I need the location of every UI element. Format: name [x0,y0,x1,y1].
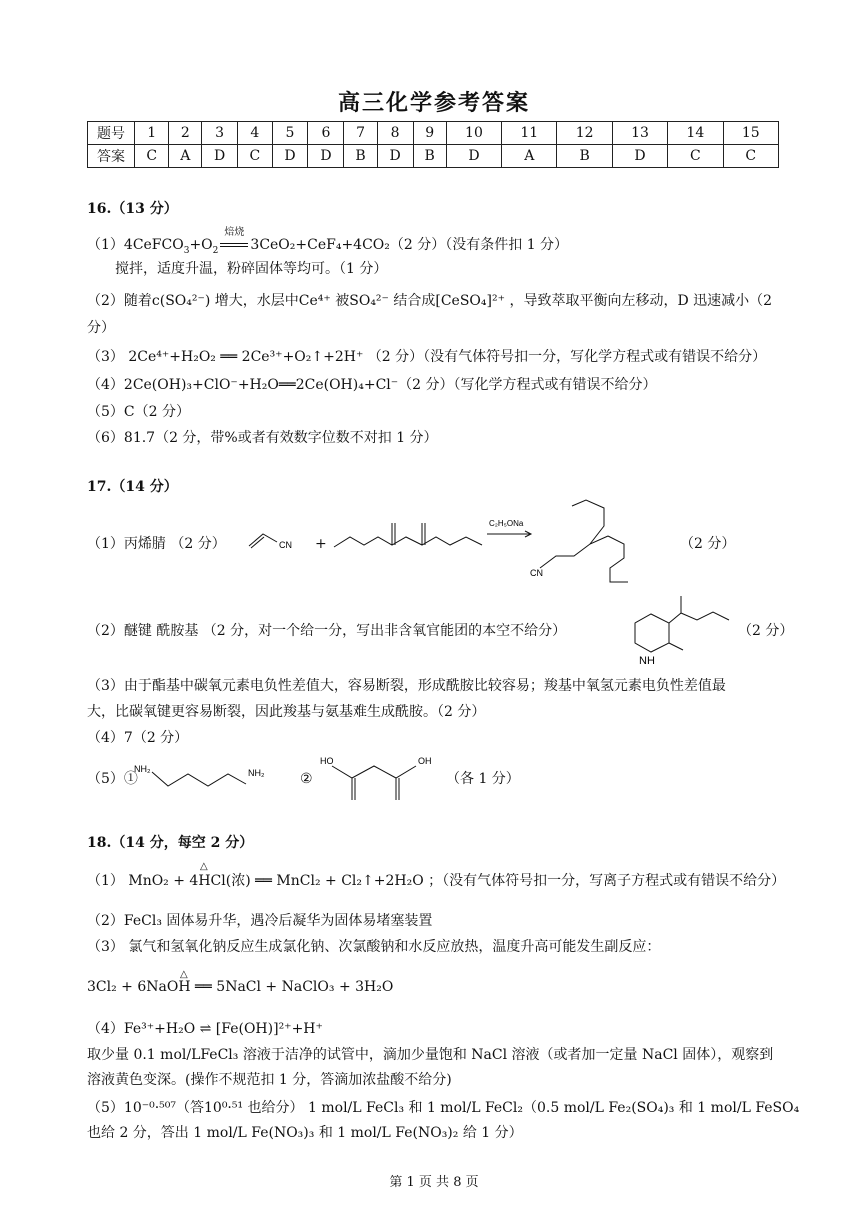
answer-cell: A [502,145,557,168]
nh2-label: NH₂ [248,768,265,778]
page-footer: 第 1 页 共 8 页 [389,1175,479,1190]
question-number: 3 [202,122,238,145]
q17-part1-text: （1）丙烯腈 （2 分） [87,536,226,552]
q18-part4-method-cont: 溶液黄色变深。(操作不规范扣 1 分，答滴加浓盐酸不给分) [87,1072,452,1088]
answer-cell: C [668,145,723,168]
question-number: 2 [169,122,202,145]
q17-part5-label: （5）① [87,771,138,787]
question-number: 15 [723,122,778,145]
question-number-row [88,122,779,145]
q16-part2: （2）随着c(SO₄²⁻) 增大，水层中Ce⁴⁺ 被SO₄²⁻ 结合成[CeSO₄]²⁺ ，导致萃取平衡向左移动，D 迅速减小（2 [87,293,773,309]
q16-part1-equation: $(1)4CeFCO_3+O_2$ 焙烧 3CeO₂+CeF₄+4CO₂（2 分）（没有条件扣 1 分） [87,227,569,256]
q18-part3: （3） 氯气和氢氧化钠反应生成氯化钠、次氯酸钠和水反应放热，温度升高可能发生副反应： [87,939,661,955]
nh-label: NH [639,655,655,667]
answer-cell: D [202,145,238,168]
oh-label: OH [418,756,432,766]
q18-part5: （5）10⁻⁰·⁵⁰⁷（答10⁰·⁵¹ 也给分） 1 mol/L FeCl₃ 和 1 mol/L FeCl₂（0.5 mol/L Fe₂(SO₄)₃ 和 1 mol/L FeSO₄ [87,1100,800,1116]
q17-part4: （4）7（2 分） [87,730,189,746]
diamine-structure [132,760,282,794]
question-number: 12 [557,122,612,145]
answer-cell: D [612,145,667,168]
answer-cell: D [446,145,501,168]
acrylonitrile-structure [245,528,305,558]
q17-part5-label-2: ② [300,771,313,787]
q16-part6: （6）81.7（2 分，带%或者有效数字位数不对扣 1 分） [87,430,438,446]
q16-part4: （4）2Ce(OH)₃+ClO⁻+H₂O══2Ce(OH)₄+Cl⁻（2 分）（写化学方程式或有错误不给分） [87,377,657,393]
question-number: 6 [308,122,344,145]
lactam-structure [625,588,745,668]
question-number: 11 [502,122,557,145]
q16-part2-cont: 分） [87,320,115,336]
q16-header: 16.（13 分） [87,201,178,217]
question-number: 14 [668,122,723,145]
answer-cell: D [308,145,344,168]
q17-part1-score: （2 分） [680,536,736,552]
answer-cell: B [344,145,377,168]
q16-part1-note: 搅拌，适度升温，粉碎固体等均可。（1 分） [115,261,388,277]
answer-cell: D [377,145,413,168]
answer-cell: B [413,145,446,168]
heat-condition: △ [180,969,188,980]
answer-cell: C [723,145,778,168]
q17-part3-cont: 大，比碳氧键更容易断裂，因此羧基与氨基难生成酰胺。（2 分） [87,704,486,720]
question-number: 10 [446,122,501,145]
cn-label: CN [279,540,292,550]
question-number: 4 [238,122,272,145]
question-number: 8 [377,122,413,145]
ho-label: HO [320,756,334,766]
malonic-acid-structure [318,752,448,808]
heat-condition: △ [200,861,208,872]
row-label: 答案 [88,145,135,168]
question-number: 13 [612,122,667,145]
page-title: 高三化学参考答案 [337,90,530,116]
answer-row [88,145,779,168]
q17-header: 17.（14 分） [87,479,178,495]
q17-part2-text: （2）醚键 酰胺基 （2 分，对一个给一分，写出非含氧官能团的本空不给分） [87,623,567,639]
product-structure [528,496,658,586]
diethyl-malonate-structure [330,505,490,555]
q18-part1: （1） MnO₂ + 4HCl(浓) ══ MnCl₂ + Cl₂↑+2H₂O ；（没有气体符号扣一分，写离子方程式或有错误不给分） [87,873,786,889]
answer-table [87,121,779,168]
q17-part2-score: （2 分） [738,623,794,639]
q16-part5: （5）C（2 分） [87,404,190,420]
question-number: 5 [272,122,308,145]
plus-sign: + [315,536,327,552]
question-number: 9 [413,122,446,145]
answer-cell: D [272,145,308,168]
answer-cell: C [238,145,272,168]
answer-cell: B [557,145,612,168]
question-number: 1 [135,122,169,145]
q18-part4: （4）Fe³⁺+H₂O ⇌ [Fe(OH)]²⁺+H⁺ [87,1021,323,1037]
cn-label: CN [530,568,543,578]
q17-part3: （3）由于酯基中碳氧元素电负性差值大，容易断裂，形成酰胺比较容易；羧基中氧氢元素电负性差值最 [87,678,726,694]
q18-part3-equation: 3Cl₂ + 6NaOH ══ 5NaCl + NaClO₃ + 3H₂O [87,979,394,995]
nh2-label: NH₂ [134,764,151,774]
row-label: 题号 [88,122,135,145]
q18-part5-cont: 也给 2 分，答出 1 mol/L Fe(NO₃)₃ 和 1 mol/L Fe(NO₃)₂ 给 1 分） [87,1125,523,1141]
q17-part5-score: （各 1 分） [446,771,520,787]
answer-cell: A [169,145,202,168]
q18-part4-method: 取少量 0.1 mol/LFeCl₃ 溶液于洁净的试管中，滴加少量饱和 NaCl 溶液（或者加一定量 NaCl 固体），观察到 [87,1047,774,1063]
reagent-label: C₂H₅ONa [489,519,524,528]
reaction-condition: 焙烧 [218,236,250,254]
q18-header: 18.（14 分，每空 2 分） [87,835,254,851]
question-number: 7 [344,122,377,145]
q16-part3: （3） 2Ce⁴⁺+H₂O₂ ══ 2Ce³⁺+O₂↑+2H⁺ （2 分）（没有气体符号扣一分，写化学方程式或有错误不给分） [87,349,767,365]
answer-cell: C [135,145,169,168]
q18-part2: （2）FeCl₃ 固体易升华，遇冷后凝华为固体易堵塞装置 [87,913,433,929]
